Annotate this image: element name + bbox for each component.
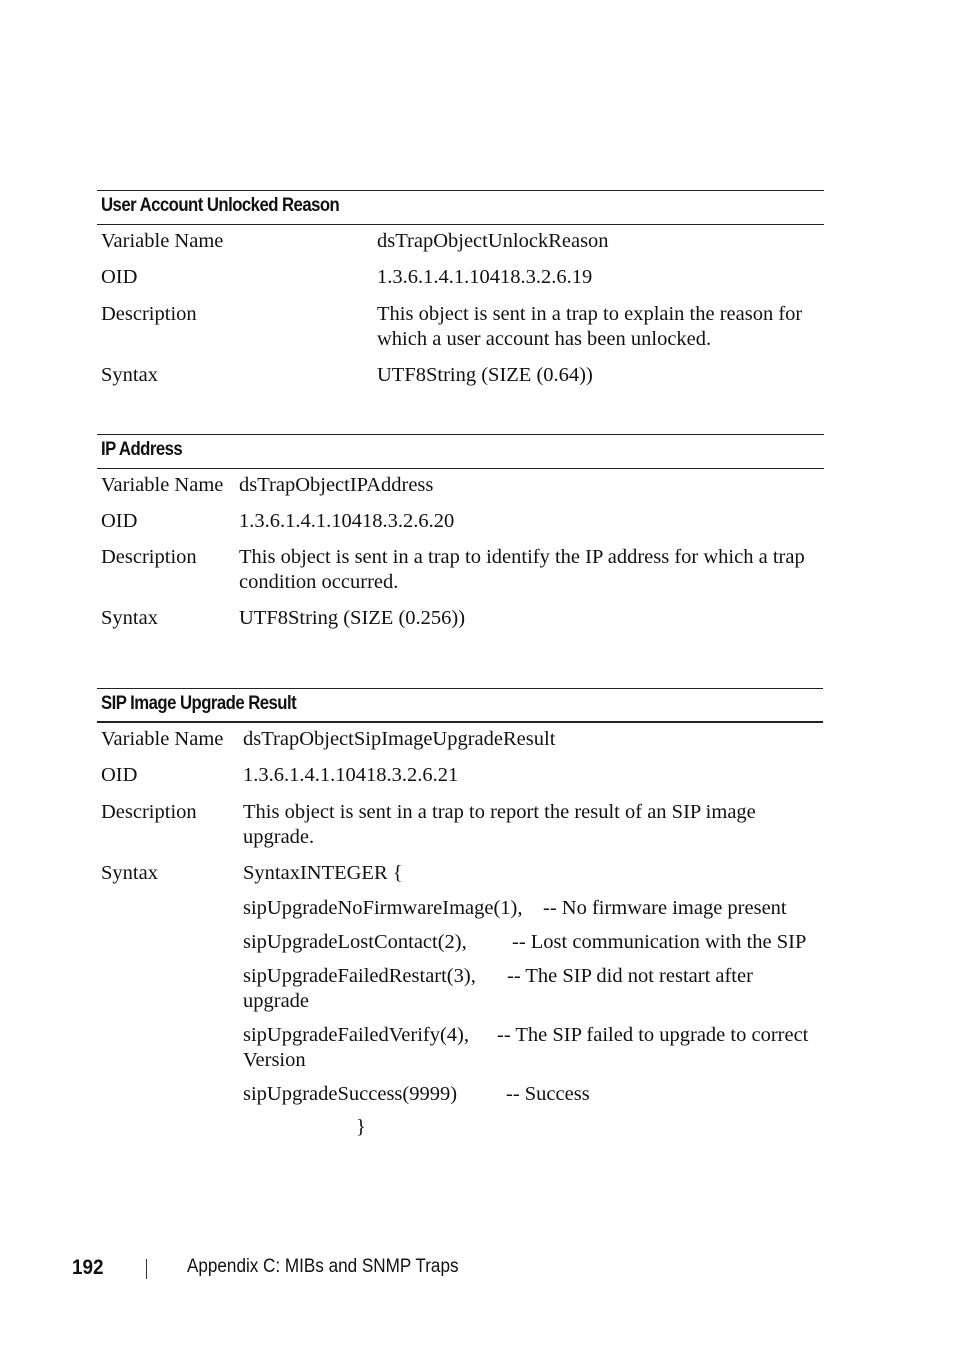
enum-item-comment: -- Success	[506, 1083, 590, 1105]
row-oid: OID 1.3.6.1.4.1.10418.3.2.6.21	[101, 764, 459, 786]
enum-item-continuation: upgrade	[243, 990, 310, 1012]
row-syntax: Syntax SyntaxINTEGER {	[101, 862, 403, 884]
closing-brace: }	[356, 1116, 366, 1138]
enum-item-name: sipUpgradeFailedRestart(3),	[243, 965, 476, 987]
row-oid: OID 1.3.6.1.4.1.10418.3.2.6.20	[101, 510, 455, 532]
enum-item-name: sipUpgradeSuccess(9999)	[243, 1083, 458, 1105]
enum-item-continuation: Version	[243, 1049, 306, 1071]
enum-item-name: sipUpgradeFailedVerify(4),	[243, 1024, 470, 1046]
row-variable-name: Variable Name dsTrapObjectIPAddress	[101, 474, 434, 496]
row-oid: OID 1.3.6.1.4.1.10418.3.2.6.19	[101, 266, 593, 288]
enum-item-comment: -- The SIP did not restart after	[507, 965, 753, 987]
row-description: Description This object is sent in a trap to identify the IP address for which a trap condition occurred.	[101, 546, 805, 593]
footer-section-title: Appendix C: MIBs and SNMP Traps	[187, 1256, 459, 1277]
table-sip-image-upgrade-result	[97, 688, 823, 886]
enum-item-comment: -- Lost communication with the SIP	[512, 931, 807, 953]
table-ip-address	[97, 434, 824, 631]
table-title: SIP Image Upgrade Result	[97, 688, 823, 723]
page-number: 192	[72, 1256, 104, 1279]
enum-item-comment: -- The SIP failed to upgrade to correct	[497, 1024, 809, 1046]
table-title: IP Address	[97, 434, 824, 469]
footer-divider	[146, 1259, 147, 1279]
row-variable-name: Variable Name dsTrapObjectUnlockReason	[101, 230, 609, 252]
row-description: Description This object is sent in a trap to explain the reason for which a user account has been unlocked.	[101, 303, 803, 350]
row-syntax: Syntax UTF8String (SIZE (0.256))	[101, 607, 466, 629]
enum-item-name: sipUpgradeLostContact(2),	[243, 931, 467, 953]
row-variable-name: Variable Name dsTrapObjectSipImageUpgradeResult	[101, 728, 556, 750]
enum-item-comment: -- No firmware image present	[543, 897, 787, 919]
row-syntax: Syntax UTF8String (SIZE (0.64))	[101, 364, 593, 386]
row-description: Description This object is sent in a trap to report the result of an SIP image upgrade.	[101, 801, 756, 848]
table-user-account-unlocked-reason	[97, 190, 824, 388]
enum-item-name: sipUpgradeNoFirmwareImage(1),	[243, 897, 523, 919]
table-title: User Account Unlocked Reason	[97, 190, 824, 225]
